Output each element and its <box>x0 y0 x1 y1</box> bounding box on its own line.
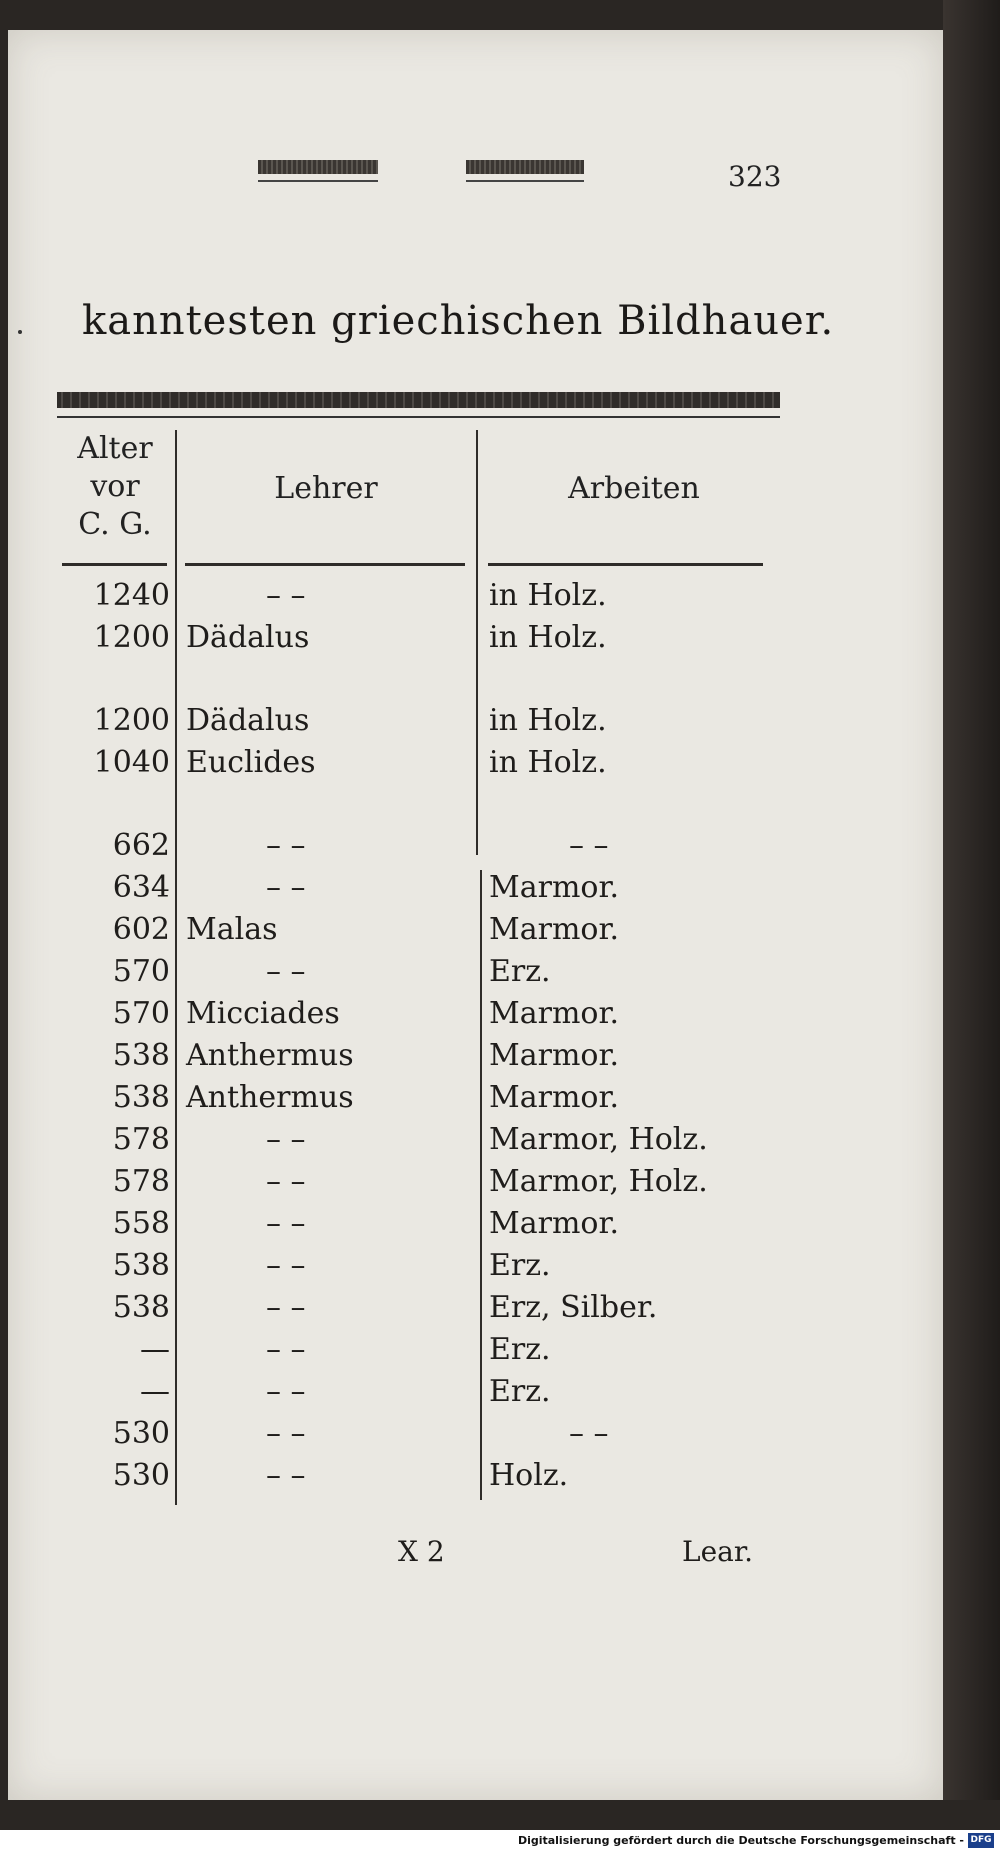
header-year-line-2: vor <box>90 469 140 504</box>
table-row <box>0 742 935 784</box>
cell-works: Erz. <box>489 954 551 989</box>
table-row <box>0 1203 935 1245</box>
cell-teacher: – – <box>266 1332 306 1367</box>
cell-teacher: – – <box>266 578 306 613</box>
header-year-line-1: Alter <box>77 431 153 466</box>
cell-teacher: – – <box>266 1122 306 1157</box>
cell-teacher: Malas <box>186 912 278 947</box>
table-row <box>0 1077 935 1119</box>
cell-teacher: – – <box>266 828 306 863</box>
top-ornament-right <box>466 160 584 174</box>
cell-year: — <box>140 1374 170 1409</box>
cell-works: in Holz. <box>489 578 607 613</box>
cell-teacher: – – <box>266 1206 306 1241</box>
table-row <box>0 825 935 867</box>
cell-year: 530 <box>112 1458 170 1493</box>
table-row <box>0 993 935 1035</box>
cell-teacher: Dädalus <box>186 620 310 655</box>
header-rule-teacher <box>185 563 465 566</box>
header-year <box>60 430 170 544</box>
cell-works: in Holz. <box>489 620 607 655</box>
cell-teacher: Euclides <box>186 745 316 780</box>
cell-year: 1240 <box>93 578 170 613</box>
cell-year: 1200 <box>93 703 170 738</box>
header-rule-year <box>62 563 167 566</box>
cell-year: 1040 <box>93 745 170 780</box>
table-row <box>0 1413 935 1455</box>
cell-year: 1200 <box>93 620 170 655</box>
cell-works: Marmor. <box>489 1038 620 1073</box>
table-row <box>0 1455 935 1497</box>
cell-works: Marmor, Holz. <box>489 1164 708 1199</box>
cell-year: 634 <box>112 870 170 905</box>
table-row <box>0 909 935 951</box>
table-row <box>0 1161 935 1203</box>
dfg-logo-icon: DFG <box>968 1833 994 1848</box>
cell-teacher: Dädalus <box>186 703 310 738</box>
cell-works: Marmor. <box>489 1080 620 1115</box>
cell-works: Marmor. <box>489 912 620 947</box>
footer-credit: Digitalisierung gefördert durch die Deutsche Forschungsgemeinschaft - <box>517 1834 964 1847</box>
cell-works: in Holz. <box>489 703 607 738</box>
table-row <box>0 1119 935 1161</box>
book-edge <box>943 0 1000 1853</box>
cell-year: 578 <box>112 1164 170 1199</box>
table-row <box>0 1329 935 1371</box>
table-row <box>0 575 935 617</box>
cell-teacher: – – <box>266 870 306 905</box>
cell-works: in Holz. <box>489 745 607 780</box>
cell-year: 530 <box>112 1416 170 1451</box>
cell-teacher: – – <box>266 1374 306 1409</box>
cell-teacher: Anthermus <box>186 1038 354 1073</box>
cell-works: Erz, Silber. <box>489 1290 658 1325</box>
cell-works: Erz. <box>489 1332 551 1367</box>
cell-works: Marmor, Holz. <box>489 1122 708 1157</box>
cell-teacher: – – <box>266 954 306 989</box>
top-ornament-right-line <box>466 180 584 182</box>
header-works: Arbeiten <box>568 471 700 506</box>
cell-works: Marmor. <box>489 1206 620 1241</box>
cell-year: 558 <box>112 1206 170 1241</box>
table-row <box>0 867 935 909</box>
cell-works: – – <box>569 1416 609 1451</box>
cell-year: 570 <box>112 954 170 989</box>
table-row <box>0 1287 935 1329</box>
top-ornament-left-line <box>258 180 378 182</box>
cell-works: Marmor. <box>489 870 620 905</box>
table-row <box>0 951 935 993</box>
cell-teacher: – – <box>266 1290 306 1325</box>
table-row <box>0 1371 935 1413</box>
cell-year: 538 <box>112 1038 170 1073</box>
cell-works: Erz. <box>489 1248 551 1283</box>
cell-teacher: Micciades <box>186 996 340 1031</box>
cell-works: – – <box>569 828 609 863</box>
cell-year: 662 <box>112 828 170 863</box>
cell-teacher: Anthermus <box>186 1080 354 1115</box>
page-heading: kanntesten griechischen Bildhauer. <box>82 298 835 344</box>
header-year-line-3: C. G. <box>78 507 152 542</box>
signature-mark: X 2 <box>398 1535 445 1568</box>
table-top-rule-thin <box>57 416 780 418</box>
cell-teacher: – – <box>266 1416 306 1451</box>
table-row <box>0 1035 935 1077</box>
margin-mark <box>18 330 22 334</box>
cell-teacher: – – <box>266 1458 306 1493</box>
table-row <box>0 700 935 742</box>
cell-teacher: – – <box>266 1164 306 1199</box>
table-top-rule <box>57 392 780 408</box>
cell-works: Holz. <box>489 1458 569 1493</box>
cell-year: 538 <box>112 1290 170 1325</box>
table-row <box>0 1245 935 1287</box>
cell-year: 538 <box>112 1080 170 1115</box>
cell-year: 602 <box>112 912 170 947</box>
page-number: 323 <box>728 160 782 193</box>
cell-year: — <box>140 1332 170 1367</box>
top-ornament-left <box>258 160 378 174</box>
cell-teacher: – – <box>266 1248 306 1283</box>
cell-works: Erz. <box>489 1374 551 1409</box>
header-rule-works <box>488 563 763 566</box>
cell-year: 570 <box>112 996 170 1031</box>
table-row <box>0 617 935 659</box>
cell-year: 578 <box>112 1122 170 1157</box>
header-teacher: Lehrer <box>274 471 378 506</box>
cell-year: 538 <box>112 1248 170 1283</box>
catchword: Lear. <box>682 1535 754 1568</box>
cell-works: Marmor. <box>489 996 620 1031</box>
